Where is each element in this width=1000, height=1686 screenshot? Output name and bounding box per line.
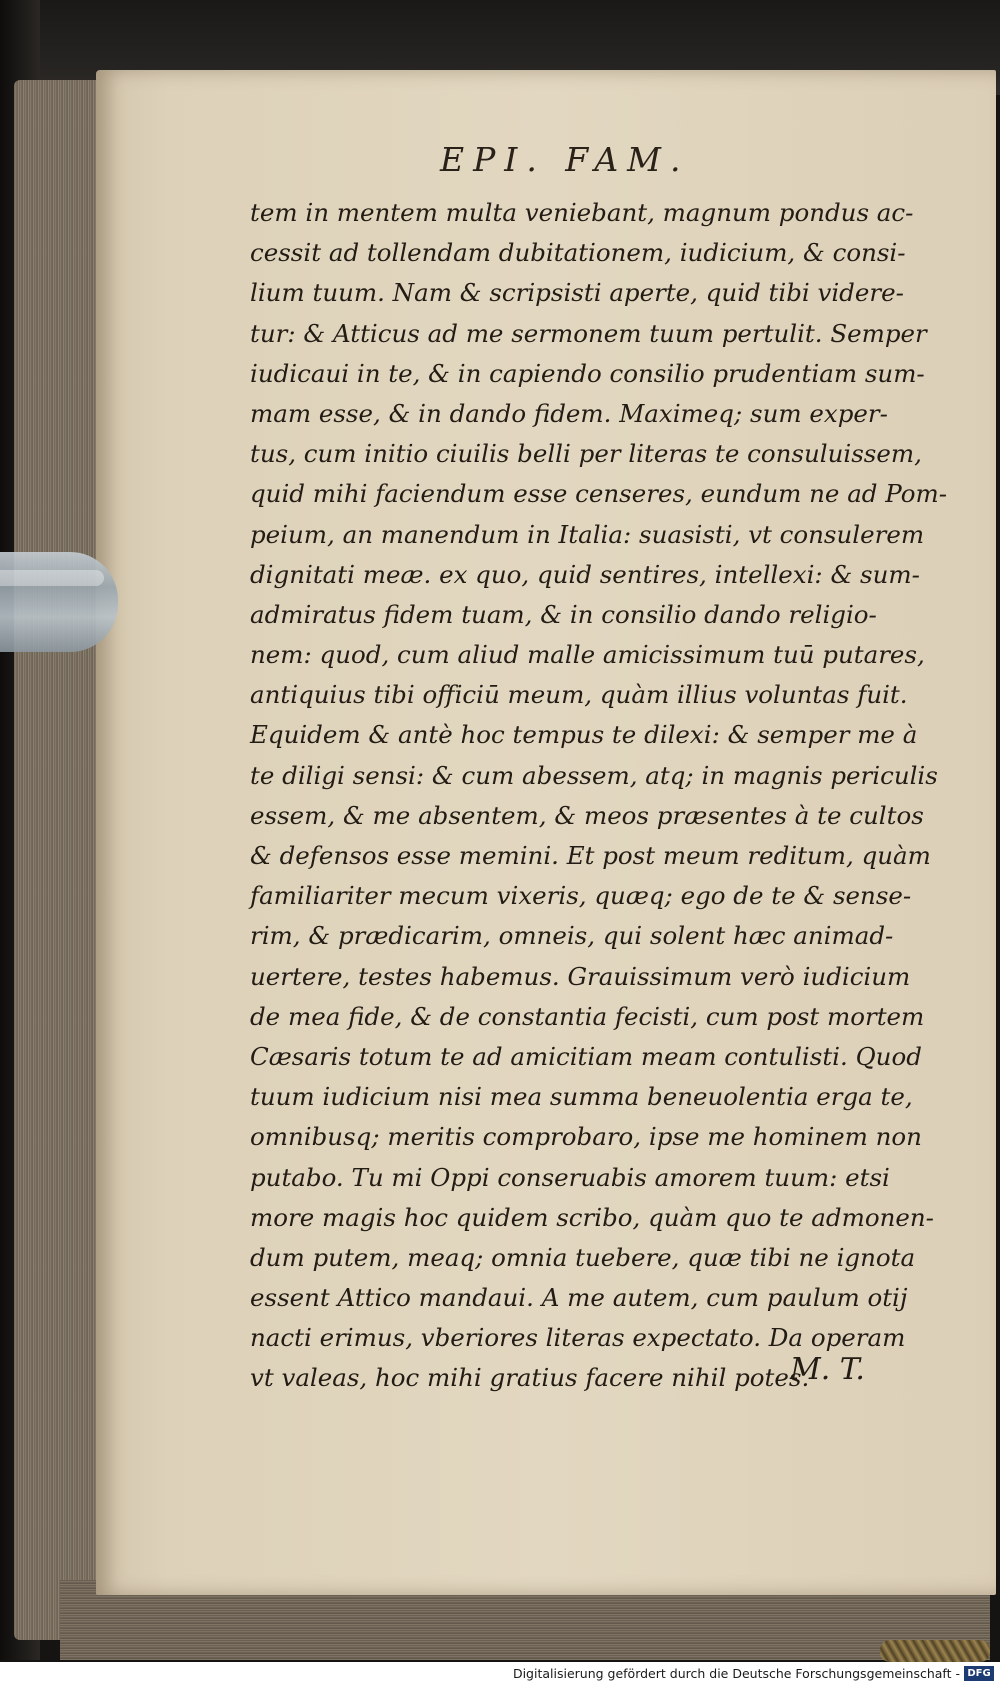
- text-line: essem, & me absentem, & meos præsentes à te cultos: [250, 800, 924, 830]
- text-line: & defensos esse memini. Et post meum reditum, quàm: [250, 841, 931, 870]
- text-line: familiariter mecum vixeris, quæq; ego de te & sense-: [250, 881, 912, 911]
- text-line: dum putem, meaq; omnia tuebere, quæ tibi ne ignota: [250, 1242, 916, 1272]
- text-line: mam esse, & in dando fidem. Maximeq; sum exper-: [250, 398, 888, 428]
- page-clip-highlight: [0, 570, 104, 586]
- text-line: vt valeas, hoc mihi gratius facere nihil potes.: [250, 1363, 810, 1393]
- dfg-logo: DFG: [964, 1666, 994, 1681]
- text-line: omnibusq; meritis comprobaro, ipse me hominem non: [250, 1122, 922, 1152]
- text-line: tus, cum initio ciuilis belli per literas te consuluissem,: [250, 439, 922, 469]
- text-line: tuum iudicium nisi mea summa beneuolentia erga te,: [250, 1082, 913, 1112]
- text-line: essent Attico mandaui. A me autem, cum paulum otij: [250, 1283, 908, 1313]
- text-line: cessit ad tollendam dubitationem, iudicium, & consi-: [250, 238, 906, 268]
- text-line: more magis hoc quidem scribo, quàm quo te admonen-: [250, 1202, 934, 1232]
- text-line: antiquius tibi officiū meum, quàm illius voluntas fuit.: [250, 680, 908, 710]
- text-line: uertere, testes habemus. Grauissimum verò iudicium: [250, 961, 911, 991]
- text-line: rim, & prædicarim, omneis, qui solent hæc animad-: [250, 921, 894, 951]
- text-line: quid mihi faciendum esse censeres, eundum ne ad Pom-: [250, 479, 948, 509]
- text-line: nacti erimus, vberiores literas expectato. Da operam: [250, 1323, 906, 1353]
- digitization-footer: [0, 1662, 1000, 1686]
- text-line: admiratus fidem tuam, & in consilio dando religio-: [250, 599, 877, 629]
- text-line: peium, an manendum in Italia: suasisti, vt consulerem: [250, 519, 925, 549]
- page-clip: [0, 552, 118, 652]
- text-line: nem: quod, cum aliud malle amicissimum tuū putares,: [250, 640, 925, 670]
- text-line: de mea fide, & de constantia fecisti, cum post mortem: [250, 1001, 925, 1031]
- letter-text: [250, 193, 948, 1399]
- text-line: dignitati meæ. ex quo, quid sentires, intellexi: & sum-: [250, 559, 920, 589]
- text-line: putabo. Tu mi Oppi conseruabis amorem tuum: etsi: [250, 1162, 890, 1192]
- footer-credit: Digitalisierung gefördert durch die Deutsche Forschungsgemeinschaft -: [512, 1666, 960, 1681]
- text-line: Equidem & antè hoc tempus te dilexi: & semper me à: [250, 720, 918, 750]
- bookmark-ribbon: [880, 1640, 990, 1662]
- running-header: EPI. FAM.: [440, 140, 690, 179]
- text-line: te diligi sensi: & cum abessem, atq; in magnis periculis: [250, 760, 938, 790]
- letter-signature: M. T.: [790, 1352, 865, 1387]
- text-line: iudicaui in te, & in capiendo consilio prudentiam sum-: [250, 358, 925, 388]
- text-line: tur: & Atticus ad me sermonem tuum pertulit. Semper: [250, 318, 927, 348]
- text-line: tem in mentem multa veniebant, magnum pondus ac-: [250, 198, 914, 227]
- text-line: lium tuum. Nam & scripsisti aperte, quid tibi videre-: [250, 278, 904, 308]
- text-line: Cæsaris totum te ad amicitiam meam contulisti. Quod: [250, 1041, 922, 1071]
